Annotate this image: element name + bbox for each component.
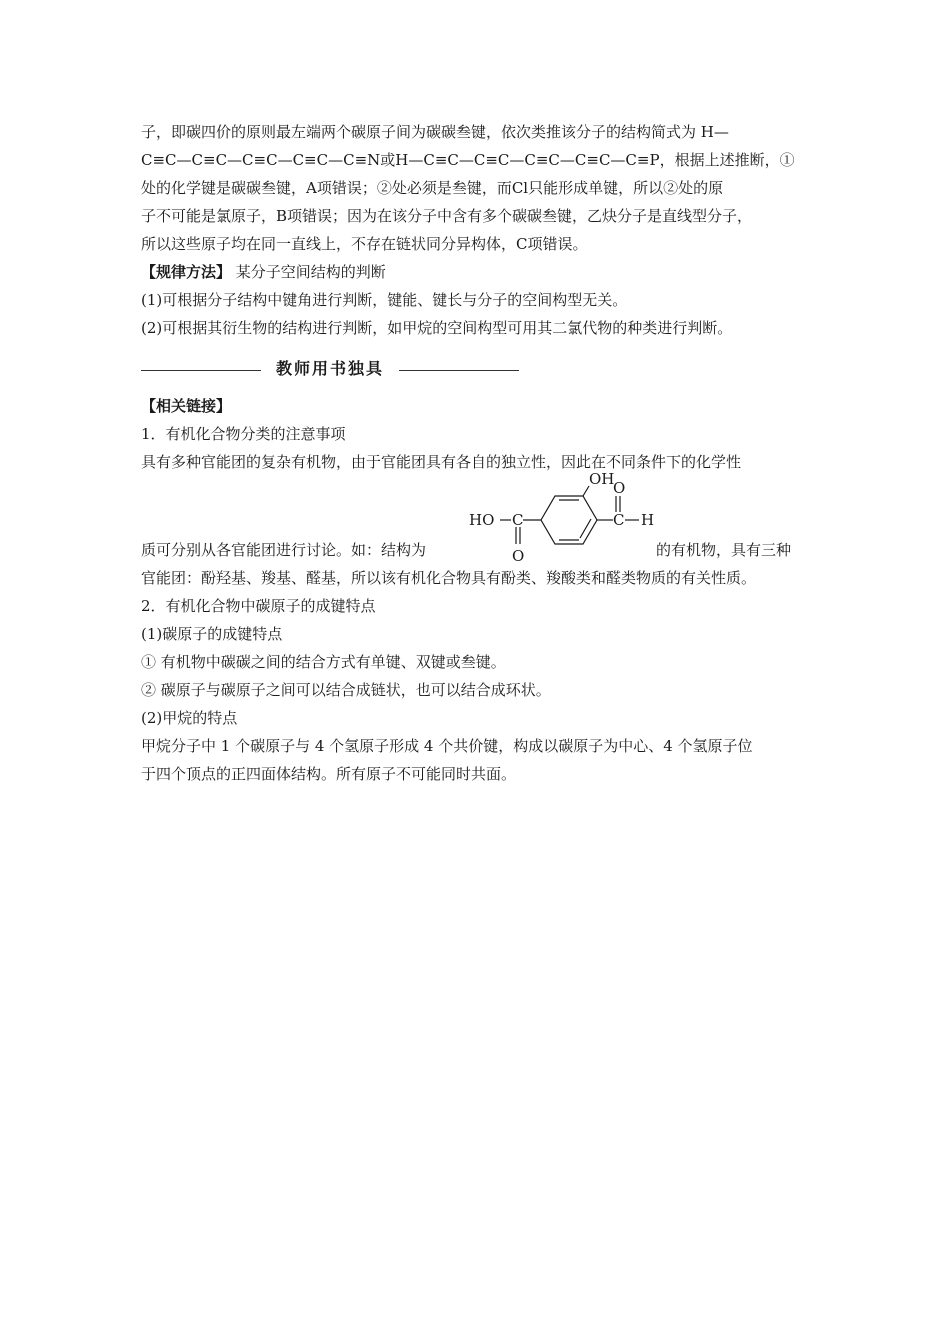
structural-formula-svg xyxy=(463,472,663,568)
section-1-text-lead: 质可分别从各官能团进行讨论。如：结构为 xyxy=(141,541,427,559)
ho-label: HO xyxy=(469,511,495,529)
section-2-point: ① 有机物中碳碳之间的结合方式有单键、双键或叁键。 xyxy=(141,653,506,671)
method-title: 某分子空间结构的判断 xyxy=(231,263,386,281)
paragraph-line: C≡C—C≡C—C≡C—C≡C—C≡N或H—C≡C—C≡C—C≡C—C≡C—C≡P，根据上述推断，① xyxy=(141,151,795,169)
divider-rule-left xyxy=(141,370,261,371)
divider-title: 教师用书独具 xyxy=(275,359,384,378)
section-2-heading: 2．有机化合物中碳原子的成键特点 xyxy=(141,597,376,615)
section-2-text: 甲烷分子中 1 个碳原子与 4 个氢原子形成 4 个共价键，构成以碳原子为中心、4 个氢原子位 xyxy=(141,737,753,755)
section-2-subheading: (1)碳原子的成键特点 xyxy=(141,625,283,643)
section-1-text: 官能团：酚羟基、羧基、醛基，所以该有机化合物具有酚类、羧酸类和醛类物质的有关性质。 xyxy=(141,569,757,587)
section-2-point: ② 碳原子与碳原子之间可以结合成链状，也可以结合成环状。 xyxy=(141,681,551,699)
structure-row xyxy=(141,472,831,565)
paragraph-line: 处的化学键是碳碳叁键，A项错误；②处必须是叁键，而Cl只能形成单键，所以②处的原 xyxy=(141,179,724,197)
section-1-text-tail: 的有机物，具有三种 xyxy=(656,541,792,559)
method-label: 【规律方法】 xyxy=(141,263,232,281)
section-divider xyxy=(141,348,831,392)
section-1-heading: 1．有机化合物分类的注意事项 xyxy=(141,425,346,443)
molecule-structure xyxy=(463,472,663,568)
paragraph-line: 子不可能是氯原子，B项错误；因为在该分子中含有多个碳碳叁键，乙炔分子是直线型分子， xyxy=(141,207,753,225)
aldehyde-oxygen-label: O xyxy=(613,479,626,497)
section-2-text: 于四个顶点的正四面体结构。所有原子不可能同时共面。 xyxy=(141,765,517,783)
method-item: (2)可根据其衍生物的结构进行判断，如甲烷的空间构型可用其二氯代物的种类进行判断。 xyxy=(141,319,733,337)
divider-rule-right xyxy=(399,370,519,371)
section-2-subheading: (2)甲烷的特点 xyxy=(141,709,238,727)
oh-label: OH xyxy=(589,472,615,488)
document-page xyxy=(141,118,831,788)
aldehyde-carbon-label: C xyxy=(613,511,625,529)
carboxyl-oxygen-label: O xyxy=(512,547,525,565)
carboxyl-carbon-label: C xyxy=(512,511,524,529)
paragraph-line: 所以这些原子均在同一直线上，不存在链状同分异构体，C项错误。 xyxy=(141,235,588,253)
related-label: 【相关链接】 xyxy=(141,397,232,415)
section-1-text: 具有多种官能团的复杂有机物，由于官能团具有各自的独立性，因此在不同条件下的化学性 xyxy=(141,453,742,471)
method-item: (1)可根据分子结构中键角进行判断，键能、键长与分子的空间构型无关。 xyxy=(141,291,628,309)
paragraph-line: 子，即碳四价的原则最左端两个碳原子间为碳碳叁键，依次类推该分子的结构简式为 H— xyxy=(141,123,729,141)
aldehyde-hydrogen-label: H xyxy=(641,511,655,529)
method-heading xyxy=(141,258,831,286)
